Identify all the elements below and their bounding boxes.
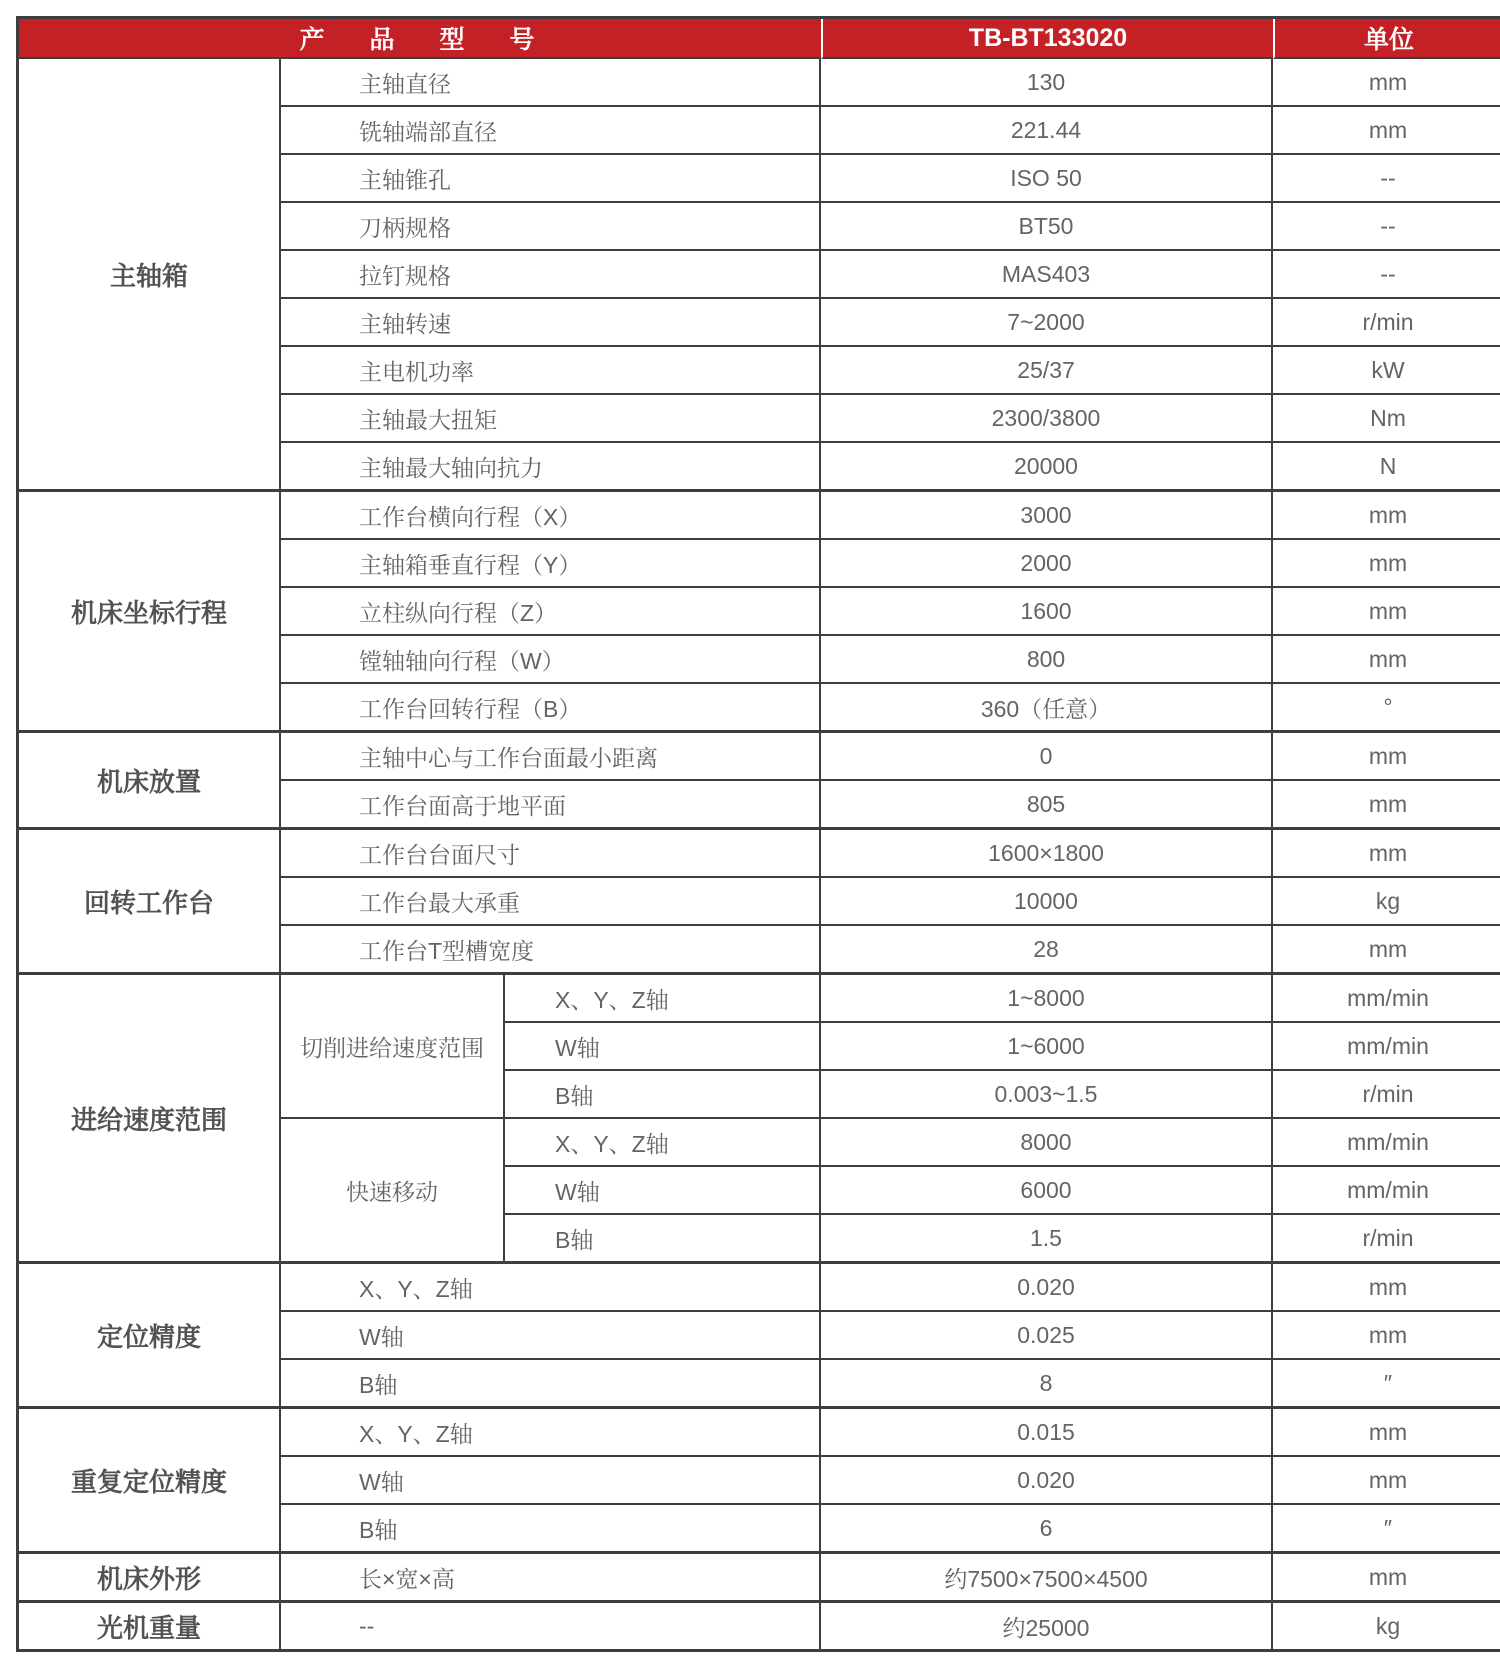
section-category: 光机重量 [19, 1602, 281, 1649]
param-value-cell: 221.44 [821, 107, 1273, 155]
model-number-header: TB-BT133020 [821, 19, 1273, 59]
param-name-cell: W轴 [281, 1457, 821, 1505]
axis-name-cell: W轴 [505, 1167, 821, 1215]
section-category: 主轴箱 [19, 59, 281, 491]
param-name-cell: 主轴直径 [281, 59, 821, 107]
table-row [19, 1602, 1500, 1649]
param-name-cell: B轴 [281, 1505, 821, 1553]
param-unit-cell: mm [1273, 732, 1500, 781]
param-value-cell: 28 [821, 926, 1273, 974]
param-unit-cell: -- [1273, 203, 1500, 251]
param-value-cell: 8 [821, 1360, 1273, 1408]
param-value-cell: 0.003~1.5 [821, 1071, 1273, 1119]
param-name-cell: X、Y、Z轴 [281, 1263, 821, 1312]
param-unit-cell: ″ [1273, 1360, 1500, 1408]
param-unit-cell: -- [1273, 251, 1500, 299]
param-name-cell: 长×宽×高 [281, 1553, 821, 1602]
param-value-cell: 805 [821, 781, 1273, 829]
param-unit-cell: N [1273, 443, 1500, 491]
param-value-cell: 2000 [821, 540, 1273, 588]
param-value-cell: 0.020 [821, 1457, 1273, 1505]
param-name-cell: B轴 [281, 1360, 821, 1408]
section-category: 机床外形 [19, 1553, 281, 1602]
param-name-cell: 镗轴轴向行程（W） [281, 636, 821, 684]
section-category: 机床坐标行程 [19, 491, 281, 732]
param-unit-cell: r/min [1273, 1215, 1500, 1263]
param-value-cell: 0.025 [821, 1312, 1273, 1360]
param-value-cell: 7~2000 [821, 299, 1273, 347]
param-value-cell: 约7500×7500×4500 [821, 1553, 1273, 1602]
param-value-cell: 8000 [821, 1119, 1273, 1167]
param-unit-cell: mm/min [1273, 974, 1500, 1023]
param-name-cell: 工作台T型槽宽度 [281, 926, 821, 974]
param-unit-cell: kg [1273, 1602, 1500, 1649]
table-row [19, 732, 1500, 781]
param-name-cell: -- [281, 1602, 821, 1649]
axis-name-cell: B轴 [505, 1071, 821, 1119]
param-unit-cell: mm [1273, 1553, 1500, 1602]
param-name-cell: 主轴转速 [281, 299, 821, 347]
product-model-header: 产 品 型 号 [19, 19, 821, 59]
table-row [19, 59, 1500, 107]
param-value-cell: 1600×1800 [821, 829, 1273, 878]
param-name-cell: 刀柄规格 [281, 203, 821, 251]
axis-name-cell: X、Y、Z轴 [505, 974, 821, 1023]
feed-group-cell: 切削进给速度范围 [281, 974, 505, 1119]
param-unit-cell: Nm [1273, 395, 1500, 443]
param-unit-cell: mm [1273, 1457, 1500, 1505]
param-name-cell: W轴 [281, 1312, 821, 1360]
param-name-cell: 工作台横向行程（X） [281, 491, 821, 540]
param-unit-cell: mm [1273, 926, 1500, 974]
table-row [19, 1408, 1500, 1457]
param-unit-cell: mm [1273, 1263, 1500, 1312]
param-unit-cell: mm [1273, 588, 1500, 636]
param-name-cell: 主轴最大轴向抗力 [281, 443, 821, 491]
param-name-cell: 铣轴端部直径 [281, 107, 821, 155]
param-name-cell: 主电机功率 [281, 347, 821, 395]
param-name-cell: 主轴锥孔 [281, 155, 821, 203]
param-unit-cell: mm [1273, 829, 1500, 878]
axis-name-cell: X、Y、Z轴 [505, 1119, 821, 1167]
param-value-cell: 3000 [821, 491, 1273, 540]
param-value-cell: 1~6000 [821, 1023, 1273, 1071]
param-unit-cell: mm [1273, 781, 1500, 829]
param-value-cell: 20000 [821, 443, 1273, 491]
table-row [19, 491, 1500, 540]
param-unit-cell: ″ [1273, 1505, 1500, 1553]
feed-group-cell: 快速移动 [281, 1119, 505, 1263]
param-value-cell: 1600 [821, 588, 1273, 636]
param-value-cell: 6 [821, 1505, 1273, 1553]
param-value-cell: 0 [821, 732, 1273, 781]
param-unit-cell: mm/min [1273, 1023, 1500, 1071]
param-unit-cell: mm [1273, 1408, 1500, 1457]
param-name-cell: 主轴中心与工作台面最小距离 [281, 732, 821, 781]
param-unit-cell: mm/min [1273, 1119, 1500, 1167]
param-name-cell: 立柱纵向行程（Z） [281, 588, 821, 636]
param-value-cell: 10000 [821, 878, 1273, 926]
param-value-cell: ISO 50 [821, 155, 1273, 203]
param-unit-cell: mm [1273, 540, 1500, 588]
unit-header: 单位 [1273, 19, 1500, 59]
param-name-cell: 工作台面高于地平面 [281, 781, 821, 829]
param-value-cell: 2300/3800 [821, 395, 1273, 443]
param-value-cell: 0.015 [821, 1408, 1273, 1457]
param-name-cell: 主轴箱垂直行程（Y） [281, 540, 821, 588]
param-name-cell: X、Y、Z轴 [281, 1408, 821, 1457]
param-unit-cell: mm [1273, 636, 1500, 684]
param-value-cell: 360（任意） [821, 684, 1273, 732]
param-name-cell: 工作台回转行程（B） [281, 684, 821, 732]
section-category: 定位精度 [19, 1263, 281, 1408]
table-row [19, 829, 1500, 878]
param-unit-cell: mm [1273, 1312, 1500, 1360]
param-unit-cell: kg [1273, 878, 1500, 926]
table-row [19, 1263, 1500, 1312]
spec-table [16, 16, 1500, 1652]
section-category: 机床放置 [19, 732, 281, 829]
param-value-cell: 25/37 [821, 347, 1273, 395]
param-value-cell: BT50 [821, 203, 1273, 251]
param-value-cell: 6000 [821, 1167, 1273, 1215]
axis-name-cell: W轴 [505, 1023, 821, 1071]
param-unit-cell: r/min [1273, 1071, 1500, 1119]
param-name-cell: 拉钉规格 [281, 251, 821, 299]
param-value-cell: 130 [821, 59, 1273, 107]
param-unit-cell: mm [1273, 59, 1500, 107]
table-header-row [19, 19, 1500, 59]
param-value-cell: 1.5 [821, 1215, 1273, 1263]
param-unit-cell: ° [1273, 684, 1500, 732]
table-row [19, 974, 1500, 1023]
param-unit-cell: -- [1273, 155, 1500, 203]
section-category: 回转工作台 [19, 829, 281, 974]
param-name-cell: 工作台最大承重 [281, 878, 821, 926]
axis-name-cell: B轴 [505, 1215, 821, 1263]
section-category: 进给速度范围 [19, 974, 281, 1263]
param-unit-cell: mm [1273, 107, 1500, 155]
param-value-cell: 800 [821, 636, 1273, 684]
param-value-cell: 约25000 [821, 1602, 1273, 1649]
param-unit-cell: r/min [1273, 299, 1500, 347]
param-unit-cell: kW [1273, 347, 1500, 395]
table-row [19, 1553, 1500, 1602]
param-value-cell: 0.020 [821, 1263, 1273, 1312]
section-category: 重复定位精度 [19, 1408, 281, 1553]
param-name-cell: 工作台台面尺寸 [281, 829, 821, 878]
param-name-cell: 主轴最大扭矩 [281, 395, 821, 443]
param-value-cell: MAS403 [821, 251, 1273, 299]
param-unit-cell: mm/min [1273, 1167, 1500, 1215]
param-value-cell: 1~8000 [821, 974, 1273, 1023]
param-unit-cell: mm [1273, 491, 1500, 540]
